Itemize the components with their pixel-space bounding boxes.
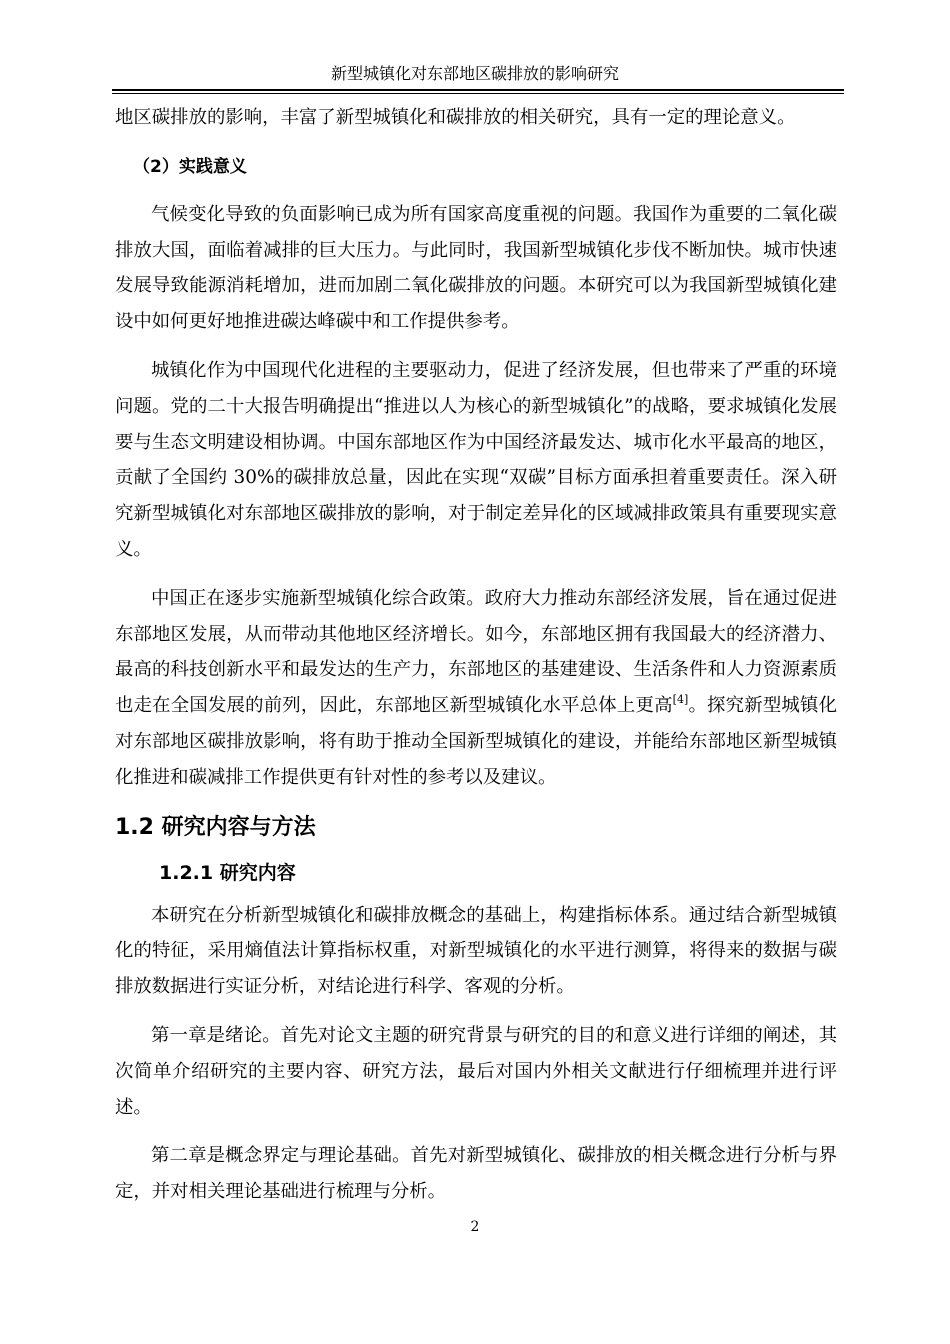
paragraph-practical-1: 气候变化导致的负面影响已成为所有国家高度重视的问题。我国作为重要的二氧化碳排放大国，面临着减排的巨大压力。与此同时，我国新型城镇化步伐不断加快。城市快速发展导致能源消耗增加，进而加剧二氧化碳排放的问题。本研究可以为我国新型城镇化建设中如何更好地推进碳达峰碳中和工作提供参考。 [115, 203, 837, 333]
page-body [115, 100, 837, 1210]
section-heading-1-2: 1.2 研究内容与方法 [115, 814, 316, 840]
running-header-title: 新型城镇化对东部地区碳排放的影响研究 [330, 64, 619, 83]
header-rule [112, 89, 844, 91]
paragraph-chapter-1: 第一章是绪论。首先对论文主题的研究背景与研究的目的和意义进行详细的阐述，其次简单介绍研究的主要内容、研究方法，最后对国内外相关文献进行仔细梳理并进行评述。 [115, 1024, 837, 1118]
paragraph-practical-3 [115, 581, 837, 796]
section-heading-1-2-1: 1.2.1 研究内容 [159, 861, 296, 884]
paragraph-practical-3-text-a: 中国正在逐步实施新型城镇化综合政策。政府大力推动东部经济发展，旨在通过促进东部地区发展，从而带动其他地区经济增长。如今，东部地区拥有我国最大的经济潜力、最高的科技创新水平和最发达的生产力，东部地区的基建建设、生活条件和人力资源素质也走在全国发展的前列，因此，东部地区新型城镇化水平总体上更高 [115, 587, 837, 717]
header-rule-thin [112, 93, 844, 94]
paragraph-research-content: 本研究在分析新型城镇化和碳排放概念的基础上，构建指标体系。通过结合新型城镇化的特征，采用熵值法计算指标权重，对新型城镇化的水平进行测算，将得来的数据与碳排放数据进行实证分析，对结论进行科学、客观的分析。 [115, 904, 837, 998]
subheading-practical-significance: （2）实践意义 [133, 156, 247, 177]
paragraph-practical-2: 城镇化作为中国现代化进程的主要驱动力，促进了经济发展，但也带来了严重的环境问题。党的二十大报告明确提出“推进以人为核心的新型城镇化”的战略，要求城镇化发展要与生态文明建设相协调。中国东部地区作为中国经济最发达、城市化水平最高的地区，贡献了全国约 30%的碳排放总量，因此在实现“双碳”目标方面承担着重要责任。深入研究新型城镇化对东部地区碳排放的影响，对于制定差异化的区域减排政策具有重要现实意义。 [115, 359, 837, 560]
page-number: 2 [470, 1219, 480, 1235]
paragraph-practical-3-text-b: 。探究新型城镇化对东部地区碳排放影响，将有助于推动全国新型城镇化的建设，并能给东部地区新型城镇化推进和碳减排工作提供更有针对性的参考以及建议。 [115, 695, 837, 788]
paragraph-chapter-2: 第二章是概念界定与理论基础。首先对新型城镇化、碳排放的相关概念进行分析与界定，并对相关理论基础进行梳理与分析。 [115, 1145, 837, 1203]
paragraph-continued: 地区碳排放的影响，丰富了新型城镇化和碳排放的相关研究，具有一定的理论意义。 [115, 107, 796, 128]
citation-reference: [4] [672, 693, 689, 707]
